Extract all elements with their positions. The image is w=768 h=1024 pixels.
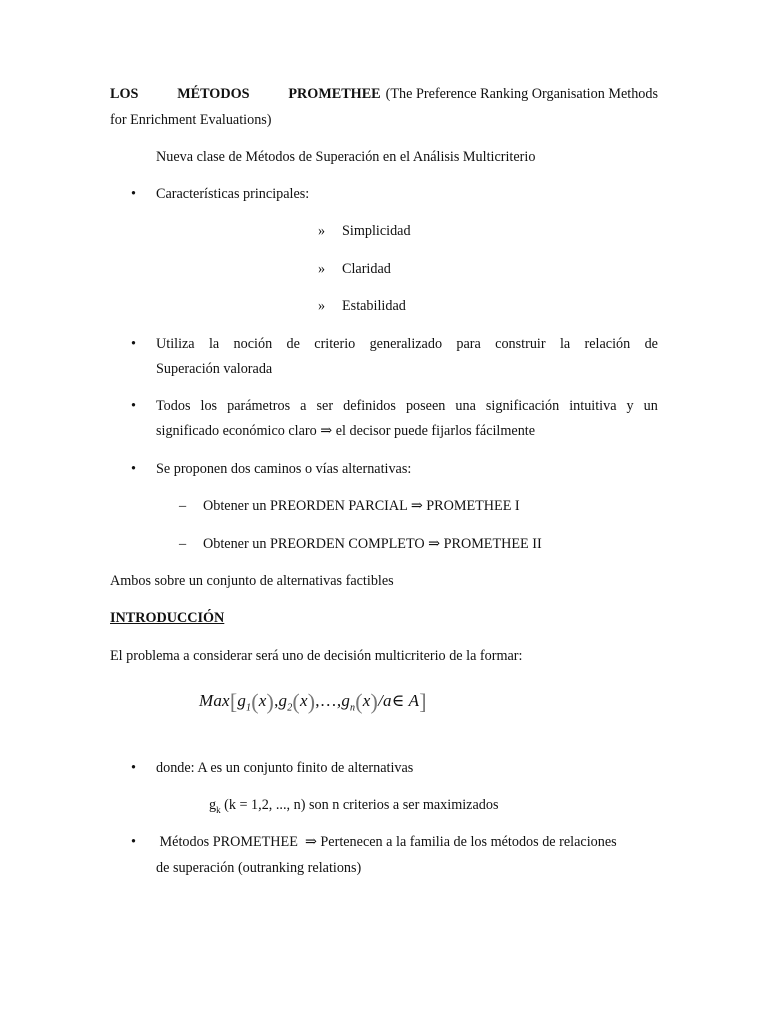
heading-line-2: for Enrichment Evaluations)	[110, 112, 272, 128]
bullet-marker: •	[131, 834, 136, 850]
formula-g: g	[237, 691, 247, 710]
formula-paren: )	[307, 689, 316, 714]
metodos-line-1: Métodos PROMETHEE ⇒ Pertenecen a la familia de los métodos de relaciones	[156, 834, 617, 850]
formula-tail: /a∈ A	[378, 691, 420, 710]
section-title: INTRODUCCIÓN	[110, 610, 225, 626]
formula-x: x	[258, 691, 267, 710]
heading-rest	[288, 86, 658, 103]
word: intuitiva	[569, 398, 617, 414]
formula-g: g	[341, 691, 351, 710]
alternative-item: Obtener un PREORDEN COMPLETO ⇒ PROMETHEE II	[203, 536, 542, 552]
bullet2-line-1	[156, 336, 658, 353]
formula-comma: ,	[315, 691, 320, 710]
bullet4-label: Se proponen dos caminos o vías alternativas:	[156, 461, 412, 477]
formula-x: x	[299, 691, 308, 710]
formula-comma: ,	[336, 691, 342, 710]
formula-dots: …	[319, 691, 337, 710]
word: significación	[485, 398, 560, 414]
formula-paren: )	[370, 689, 379, 714]
word: de	[644, 336, 658, 352]
word: la	[208, 336, 220, 352]
raquo-marker: »	[318, 261, 326, 277]
word: a	[300, 398, 307, 414]
bullet2-line-2: Superación valorada	[156, 361, 273, 377]
formula-paren: (	[251, 689, 259, 714]
formula-paren: (	[355, 689, 363, 714]
formula-sub: n	[350, 702, 356, 714]
word: parámetros	[227, 398, 291, 414]
word: noción	[233, 336, 273, 352]
gk-rest: (k = 1,2, ..., n) son n criterios a ser maximizados	[220, 797, 499, 813]
word: ser	[316, 398, 334, 414]
word: la	[559, 336, 571, 352]
word: Utiliza	[156, 336, 195, 352]
heading-word-metodos: MÉTODOS	[177, 86, 250, 102]
bullet3-line-1	[156, 398, 658, 415]
word: una	[455, 398, 476, 414]
word: relación	[584, 336, 631, 352]
dash-marker: –	[179, 536, 187, 552]
bullet-marker: •	[131, 398, 136, 414]
feature-item: Simplicidad	[342, 223, 411, 239]
formula-bracket-right: ]	[419, 689, 427, 714]
problem-text: El problema a considerar será uno de decisión multicriterio de la formar:	[110, 648, 523, 664]
formula-paren: (	[292, 689, 300, 714]
heading-parenthetical: (The Preference Ranking Organisation Methods	[385, 86, 658, 102]
bullet-marker: •	[131, 336, 136, 352]
word: los	[200, 398, 218, 414]
formula-max: Max	[199, 691, 230, 710]
bullet-marker: •	[131, 186, 136, 202]
heading-word-promethee: PROMETHEE	[288, 86, 381, 102]
raquo-marker: »	[318, 298, 326, 314]
bullet-marker: •	[131, 461, 136, 477]
gk-line	[209, 797, 499, 815]
word: generalizado	[369, 336, 443, 352]
gk-sub: k	[216, 804, 221, 815]
word: y	[626, 398, 634, 414]
metodos-line-2: de superación (outranking relations)	[156, 860, 362, 876]
formula-sub: 2	[287, 702, 293, 714]
word: poseen	[405, 398, 446, 414]
intro-line: Nueva clase de Métodos de Superación en el Análisis Multicriterio	[156, 149, 536, 165]
formula-g: g	[278, 691, 288, 710]
heading-line-1	[110, 86, 658, 103]
feature-item: Claridad	[342, 261, 391, 277]
raquo-marker: »	[318, 223, 326, 239]
word: criterio	[314, 336, 356, 352]
heading-word-los: LOS	[110, 86, 139, 102]
word: Todos	[156, 398, 191, 414]
formula-paren: )	[266, 689, 275, 714]
bullet-marker: •	[131, 760, 136, 776]
formula-x: x	[362, 691, 371, 710]
word: definidos	[343, 398, 396, 414]
formula-comma: ,	[274, 691, 279, 710]
formula	[199, 689, 427, 715]
formula-sub: 1	[246, 702, 252, 714]
word: un	[643, 398, 658, 414]
formula-bracket-left: [	[229, 689, 238, 714]
feature-item: Estabilidad	[342, 298, 406, 314]
word: construir	[495, 336, 546, 352]
features-label: Características principales:	[156, 186, 310, 202]
bullet3-line-2: significado económico claro ⇒ el decisor puede fijarlos fácilmente	[156, 423, 536, 439]
dash-marker: –	[179, 498, 187, 514]
donde-line: donde: A es un conjunto finito de alternativas	[156, 760, 414, 776]
word: para	[456, 336, 481, 352]
word: de	[286, 336, 300, 352]
gk-g: g	[209, 797, 217, 813]
ambos-line: Ambos sobre un conjunto de alternativas factibles	[110, 573, 394, 589]
alternative-item: Obtener un PREORDEN PARCIAL ⇒ PROMETHEE I	[203, 498, 520, 514]
